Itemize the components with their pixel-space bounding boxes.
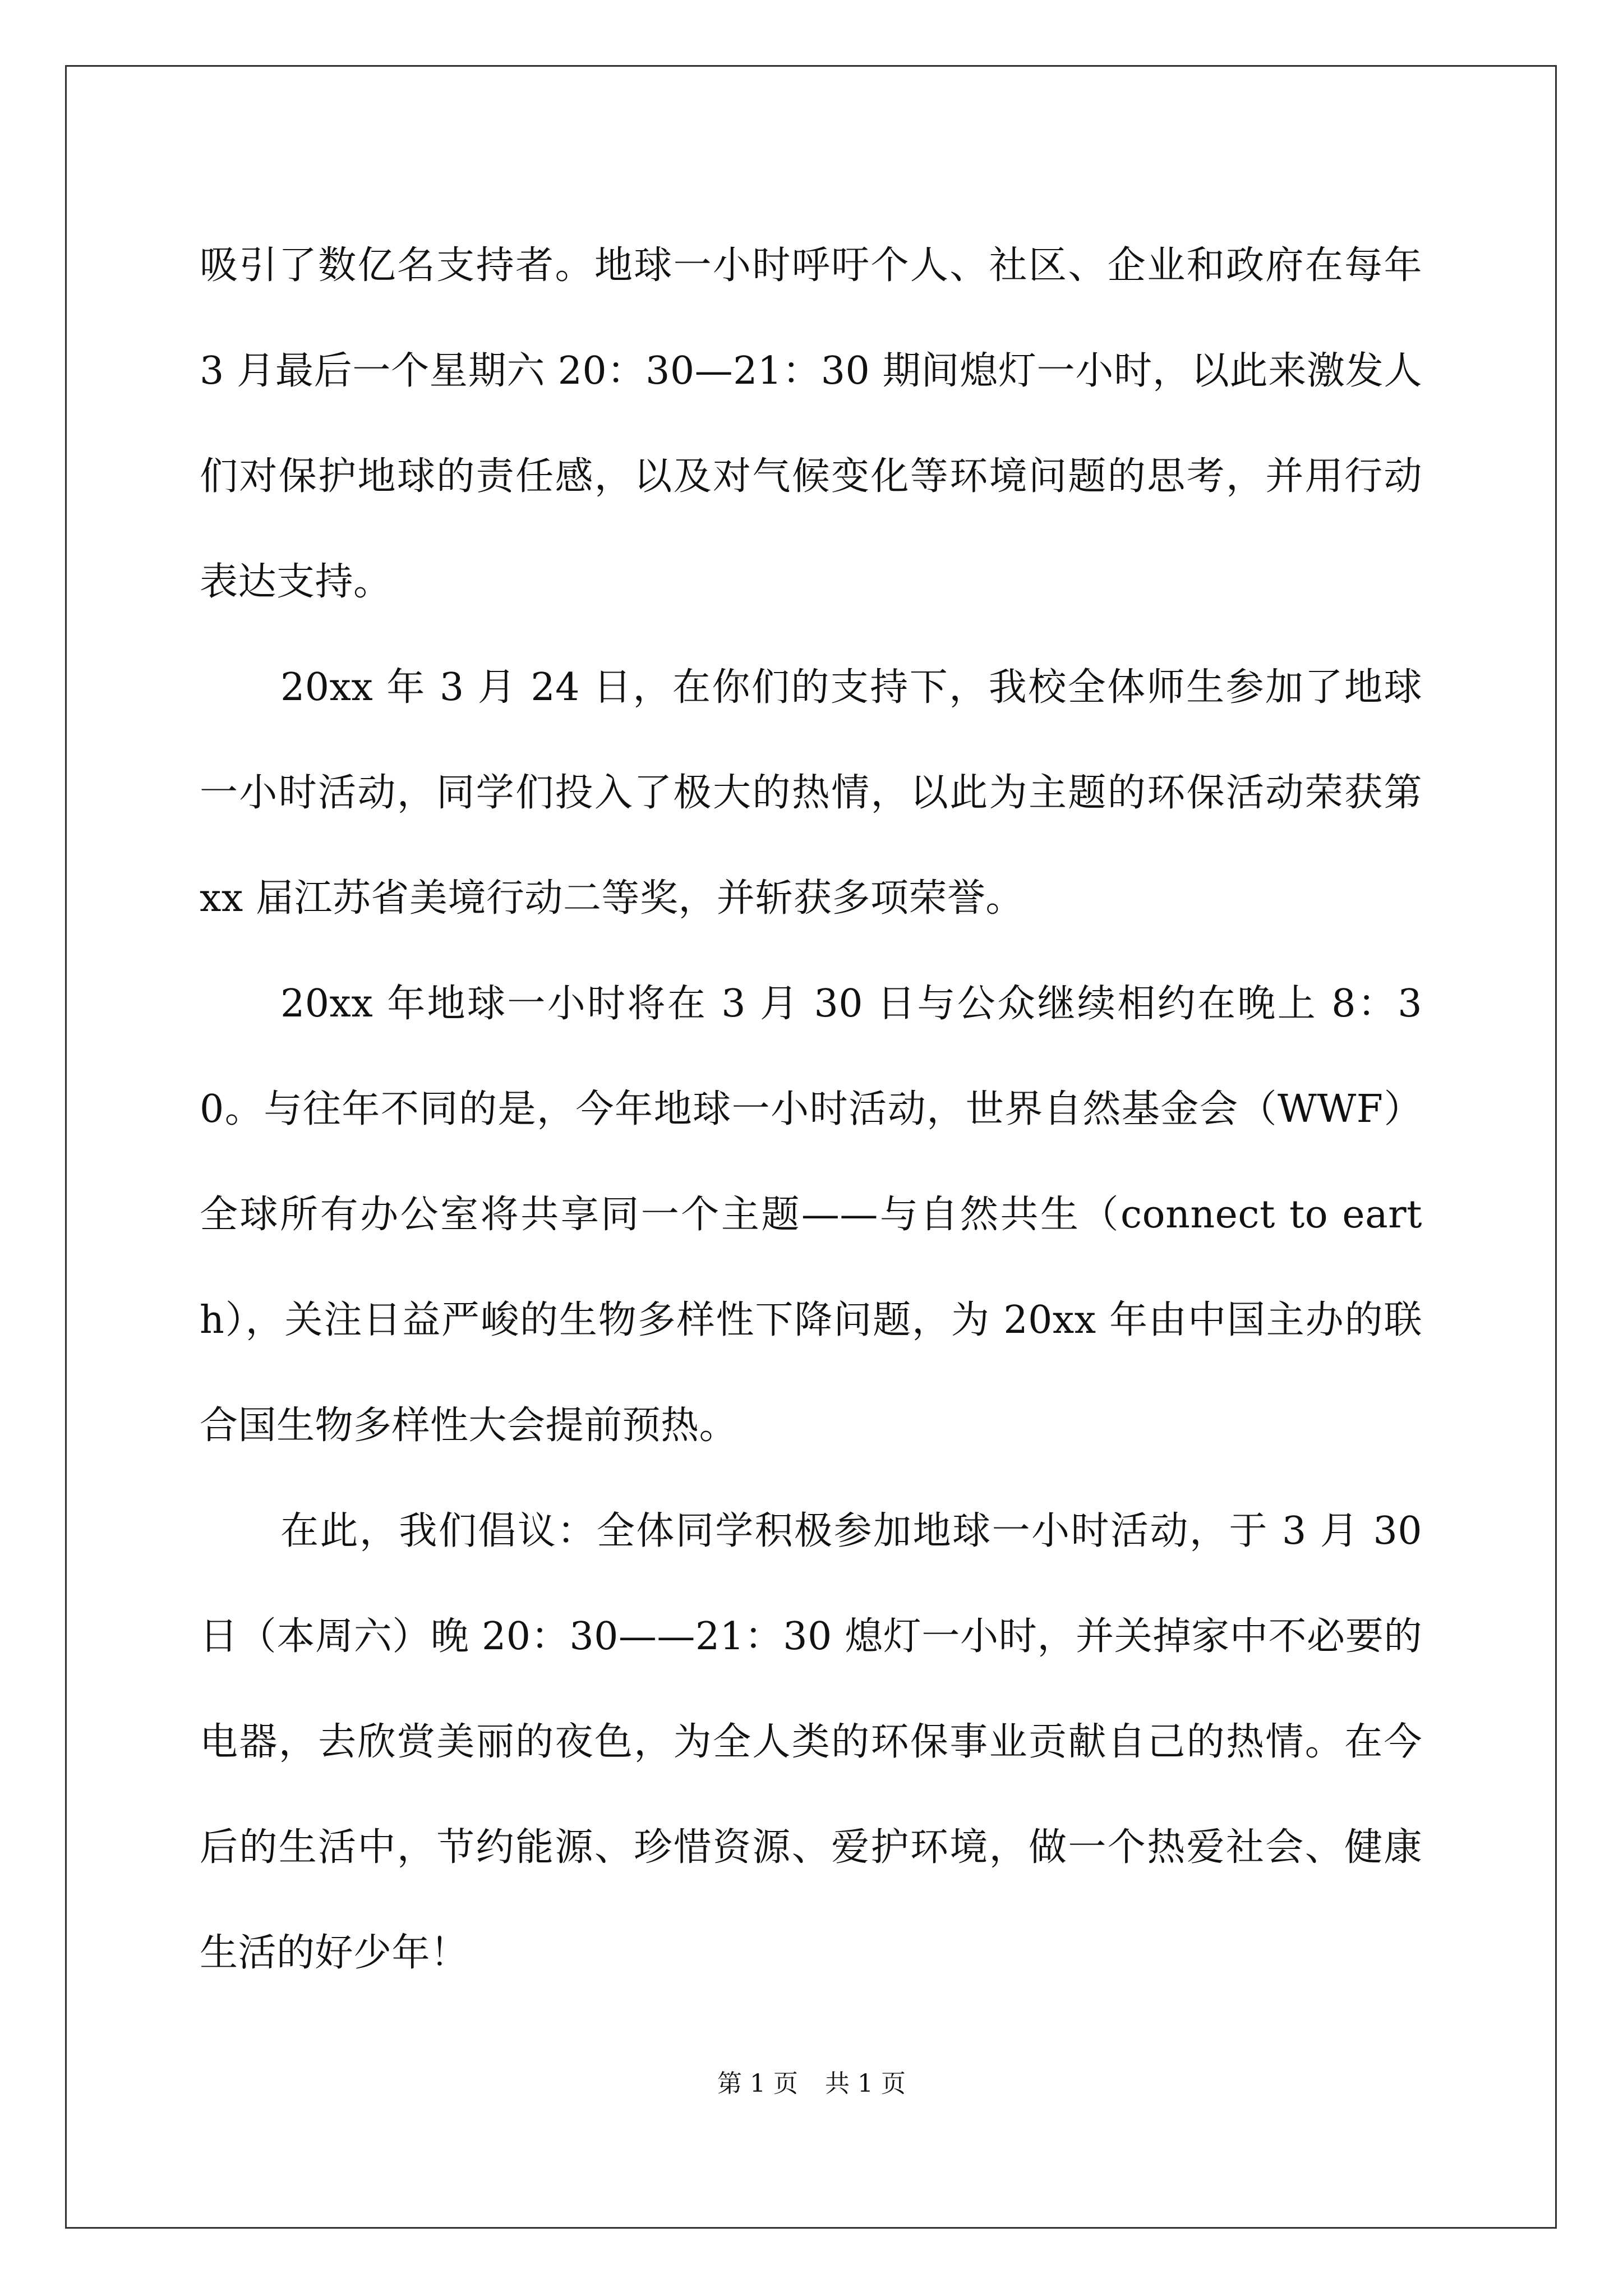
document-body bbox=[200, 213, 1422, 2006]
page-number-total: 共 1 页 bbox=[825, 2069, 906, 2098]
paragraph-1: 吸引了数亿名支持者。地球一小时呼吁个人、社区、企业和政府在每年 3 月最后一个星期六 20：30—21：30 期间熄灯一小时，以此来激发人们对保护地球的责任感，以及对气候变化等环境问题的思考，并用行动表达支持。 bbox=[200, 243, 1422, 604]
paragraph-3: 20xx 年地球一小时将在 3 月 30 日与公众继续相约在晚上 8：30。与往年不同的是，今年地球一小时活动，世界自然基金会（WWF）全球所有办公室将共享同一个主题——与自然共生（connect to earth），关注日益严峻的生物多样性下降问题，为 20xx 年由中国主办的联合国生物多样性大会提前预热。 bbox=[200, 982, 1422, 1448]
page-number-current: 第 1 页 bbox=[717, 2069, 798, 2098]
paragraph-4: 在此，我们倡议：全体同学积极参加地球一小时活动，于 3 月 30 日（本周六）晚 20：30——21：30 熄灯一小时，并关掉家中不必要的电器，去欣赏美丽的夜色，为全人类的环保事业贡献自己的热情。在今后的生活中，节约能源、珍惜资源、爱护环境，做一个热爱社会、健康生活的好少年！ bbox=[200, 1509, 1422, 1975]
paragraph-2: 20xx 年 3 月 24 日，在你们的支持下，我校全体师生参加了地球一小时活动，同学们投入了极大的热情，以此为主题的环保活动荣获第 xx 届江苏省美境行动二等奖，并斩获多项荣誉。 bbox=[200, 665, 1422, 921]
page-footer bbox=[0, 2067, 1623, 2101]
